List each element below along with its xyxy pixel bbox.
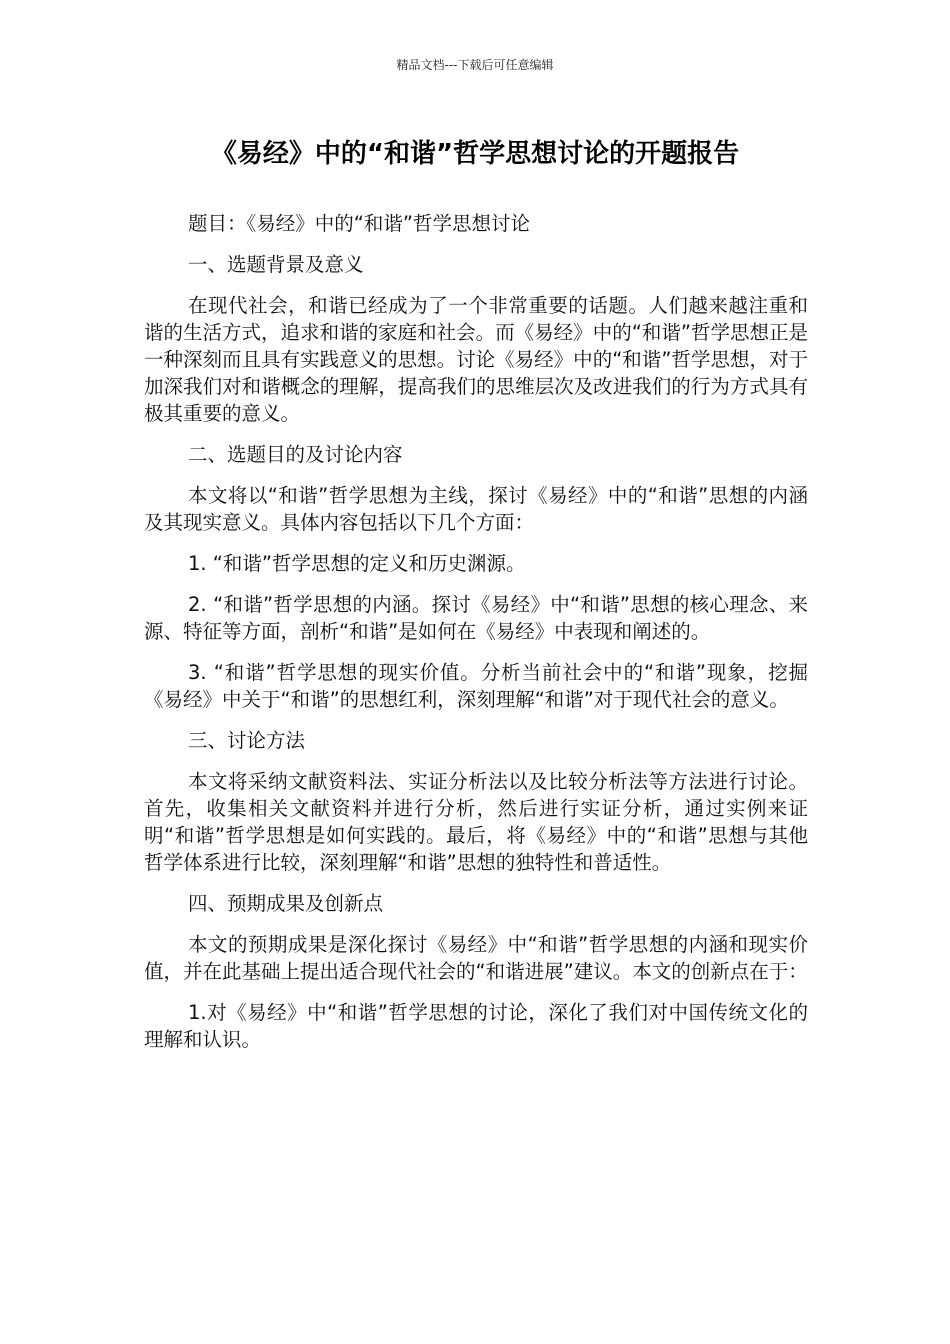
section-heading-purpose: 二、选题目的及讨论内容 xyxy=(188,443,403,466)
header-note: 精品文档---下载后可任意编辑 xyxy=(396,58,554,72)
list-item-1: 1. “和谐”哲学思想的定义和历史渊源。 xyxy=(188,552,526,575)
document-body xyxy=(144,210,808,1053)
paragraph-method: 本文将采纳文献资料法、实证分析法以及比较分析法等方法进行讨论。首先，收集相关文献资料并进行分析，然后进行实证分析，通过实例来证明“和谐”哲学思想是如何实践的。最后，将《易经》中的“和谐”思想与其他哲学体系进行比较，深刻理解“和谐”思想的独特性和普适性。 xyxy=(144,770,808,874)
section-heading-outcomes: 四、预期成果及创新点 xyxy=(188,892,384,915)
topic-line: 题目：《易经》中的“和谐”哲学思想讨论 xyxy=(188,212,530,235)
document-title: 《易经》中的“和谐”哲学思想讨论的开题报告 xyxy=(210,139,740,169)
paragraph-background: 在现代社会，和谐已经成为了一个非常重要的话题。人们越来越注重和谐的生活方式，追求和谐的家庭和社会。而《易经》中的“和谐”哲学思想正是一种深刻而且具有实践意义的思想。讨论《易经》中的“和谐”哲学思想，对于加深我们对和谐概念的理解，提高我们的思维层次及改进我们的行为方式具有极其重要的意义。 xyxy=(144,294,808,425)
list-item-3: 3. “和谐”哲学思想的现实价值。分析当前社会中的“和谐”现象，挖掘《易经》中关于“和谐”的思想红利，深刻理解“和谐”对于现代社会的意义。 xyxy=(144,661,808,711)
paragraph-purpose: 本文将以“和谐”哲学思想为主线，探讨《易经》中的“和谐”思想的内涵及其现实意义。具体内容包括以下几个方面： xyxy=(144,484,808,534)
innovation-item-1: 1.对《易经》中“和谐”哲学思想的讨论，深化了我们对中国传统文化的理解和认识。 xyxy=(144,1001,808,1051)
paragraph-outcomes: 本文的预期成果是深化探讨《易经》中“和谐”哲学思想的内涵和现实价值，并在此基础上提出适合现代社会的“和谐进展”建议。本文的创新点在于： xyxy=(144,933,808,983)
section-heading-background: 一、选题背景及意义 xyxy=(188,253,364,276)
section-heading-method: 三、讨论方法 xyxy=(188,729,306,752)
list-item-2: 2. “和谐”哲学思想的内涵。探讨《易经》中“和谐”思想的核心理念、来源、特征等方面，剖析“和谐”是如何在《易经》中表现和阐述的。 xyxy=(144,593,808,643)
